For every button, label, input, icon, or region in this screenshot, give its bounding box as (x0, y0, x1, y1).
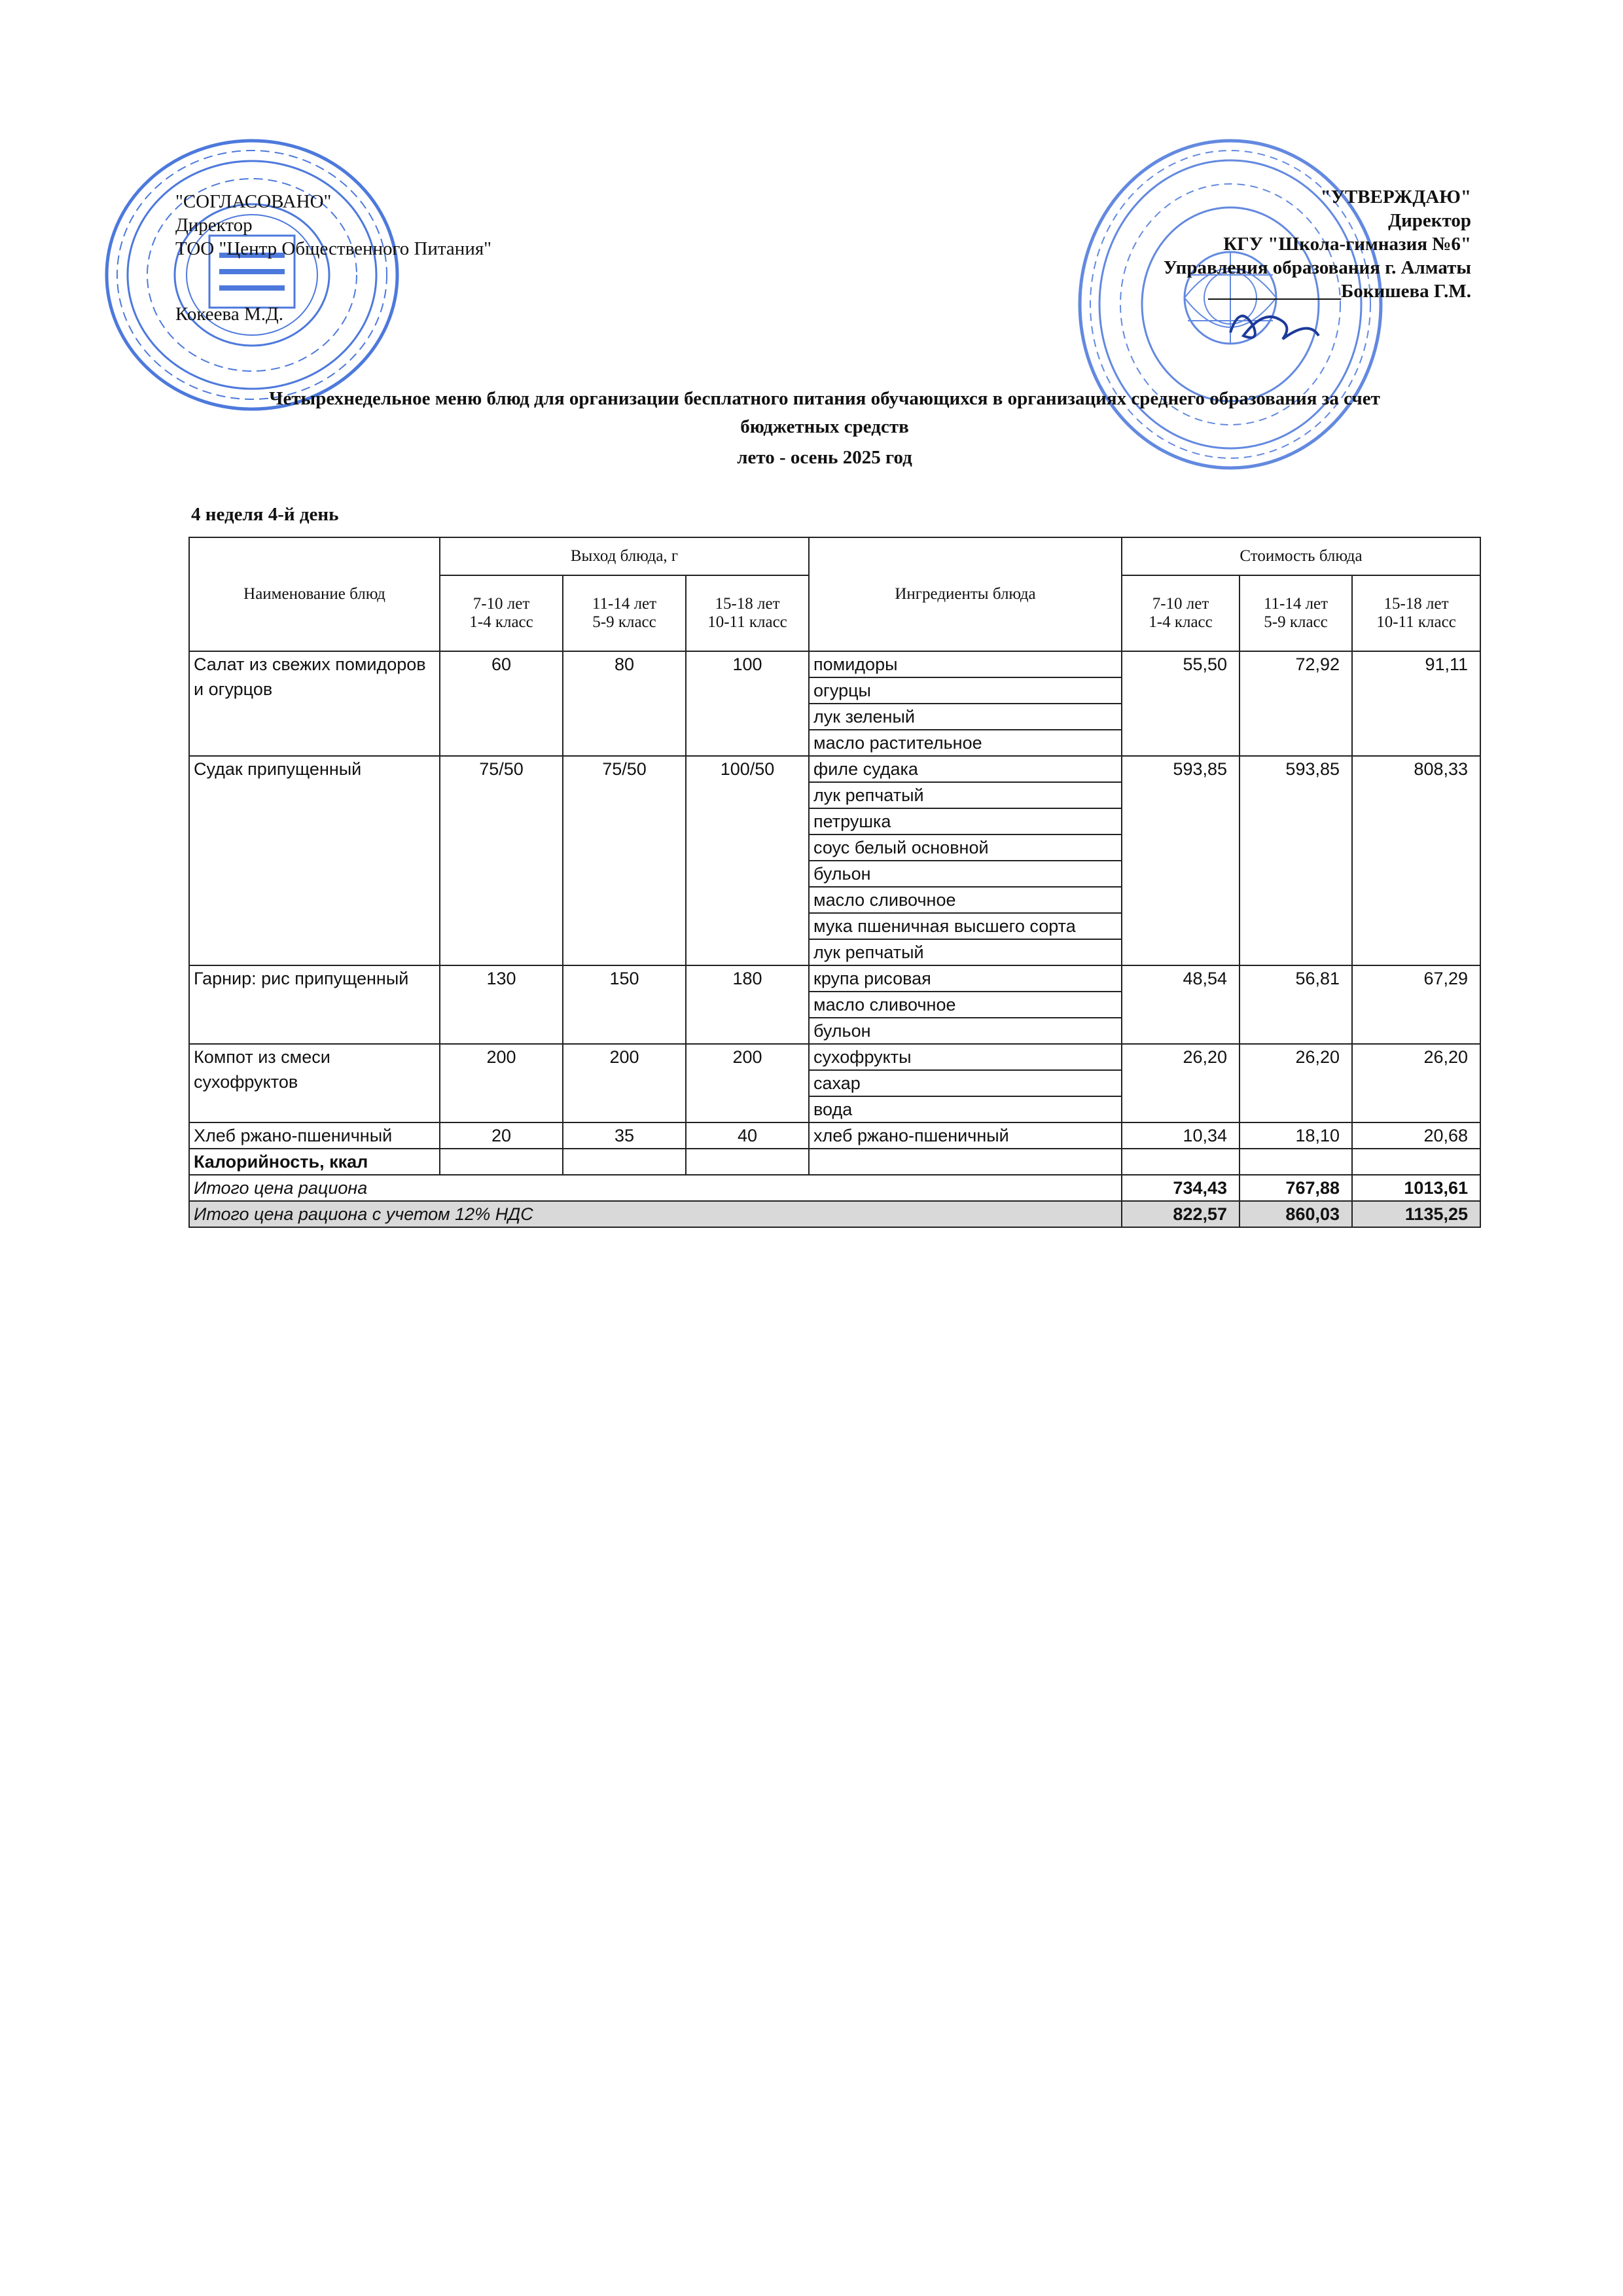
ingredient: масло растительное (809, 730, 1122, 756)
dish-cost: 26,20 (1122, 1044, 1240, 1122)
dish-row (189, 1044, 1480, 1070)
day-label: 4 неделя 4-й день (191, 504, 339, 525)
ingredient: масло сливочное (809, 887, 1122, 913)
dish-cost: 20,68 (1352, 1122, 1480, 1149)
dish-row (189, 965, 1480, 992)
ingredient: петрушка (809, 808, 1122, 834)
ingredient: бульон (809, 861, 1122, 887)
menu-table-totals (189, 1149, 1480, 1227)
dish-yield: 100 (686, 651, 809, 756)
calories-label: Калорийность, ккал (189, 1149, 440, 1175)
dish-name: Судак припущенный (189, 756, 440, 965)
dish-cost: 91,11 (1352, 651, 1480, 756)
dish-yield: 150 (563, 965, 686, 1044)
ingredient: лук репчатый (809, 939, 1122, 965)
approved-position: Директор (1388, 210, 1471, 231)
approval-block (1164, 185, 1471, 303)
header-ingredients: Ингредиенты блюда (809, 537, 1122, 651)
total-value-3: 1013,61 (1352, 1175, 1480, 1201)
dish-yield: 60 (440, 651, 563, 756)
dish-yield: 80 (563, 651, 686, 756)
ingredient: лук репчатый (809, 782, 1122, 808)
ingredient: огурцы (809, 677, 1122, 704)
agreed-organization: ТОО "Центр Общественного Питания" (175, 238, 492, 259)
total-vat-value-3: 1135,25 (1352, 1201, 1480, 1227)
title-line-1: Четырехнедельное меню блюд для организации бесплатного питания обучающихся в организациях среднего образования за счет (269, 388, 1380, 409)
agreement-block (175, 190, 491, 326)
dish-yield: 75/50 (563, 756, 686, 965)
dish-cost: 56,81 (1240, 965, 1352, 1044)
dish-cost: 67,29 (1352, 965, 1480, 1044)
dish-yield: 200 (686, 1044, 809, 1122)
header-cost-group-3: 15-18 лет 10-11 класс (1352, 575, 1480, 651)
dish-yield: 200 (563, 1044, 686, 1122)
ingredient: вода (809, 1096, 1122, 1122)
agreed-signatory: Кокеева М.Д. (175, 304, 284, 325)
header-cost: Стоимость блюда (1122, 537, 1480, 575)
ingredient: сухофрукты (809, 1044, 1122, 1070)
dish-row (189, 756, 1480, 782)
total-vat-value-1: 822,57 (1122, 1201, 1240, 1227)
header-yield-group-2: 11-14 лет 5-9 класс (563, 575, 686, 651)
menu-table-body (189, 651, 1480, 1149)
dish-yield: 20 (440, 1122, 563, 1149)
ingredient: хлеб ржано-пшеничный (809, 1122, 1122, 1149)
ingredient: масло сливочное (809, 992, 1122, 1018)
approved-label: "УТВЕРЖДАЮ" (1320, 187, 1471, 207)
ingredient: лук зеленый (809, 704, 1122, 730)
ingredient: филе судака (809, 756, 1122, 782)
dish-name: Салат из свежих помидоров и огурцов (189, 651, 440, 756)
header-dish-name: Наименование блюд (189, 537, 440, 651)
agreed-position: Директор (175, 215, 253, 236)
approved-signatory-name: Бокишева Г.М. (1341, 281, 1471, 302)
approved-department: Управления образования г. Алматы (1163, 257, 1471, 278)
ingredient: бульон (809, 1018, 1122, 1044)
ingredient: помидоры (809, 651, 1122, 677)
total-label: Итого цена рациона (189, 1175, 1122, 1201)
dish-cost: 72,92 (1240, 651, 1352, 756)
header-cost-group-2: 11-14 лет 5-9 класс (1240, 575, 1352, 651)
agreed-label: "СОГЛАСОВАНО" (175, 191, 332, 212)
dish-row (189, 651, 1480, 677)
ingredient: крупа рисовая (809, 965, 1122, 992)
season-subtitle: лето - осень 2025 год (737, 447, 912, 468)
dish-cost: 593,85 (1122, 756, 1240, 965)
dish-yield: 40 (686, 1122, 809, 1149)
dish-yield: 100/50 (686, 756, 809, 965)
dish-row (189, 1122, 1480, 1149)
dish-yield: 200 (440, 1044, 563, 1122)
header-cost-group-1: 7-10 лет 1-4 класс (1122, 575, 1240, 651)
dish-cost: 18,10 (1240, 1122, 1352, 1149)
document-title (183, 385, 1466, 441)
ingredient: сахар (809, 1070, 1122, 1096)
approved-signatory: ______________Бокишева Г.М. (1208, 281, 1471, 302)
menu-table (188, 537, 1481, 1228)
dish-cost: 55,50 (1122, 651, 1240, 756)
total-value-2: 767,88 (1240, 1175, 1352, 1201)
total-value-1: 734,43 (1122, 1175, 1240, 1201)
dish-yield: 130 (440, 965, 563, 1044)
dish-cost: 26,20 (1240, 1044, 1352, 1122)
header-yield-group-1: 7-10 лет 1-4 класс (440, 575, 563, 651)
header-yield-group-3: 15-18 лет 10-11 класс (686, 575, 809, 651)
approved-school: КГУ "Школа-гимназия №6" (1223, 234, 1471, 255)
dish-cost: 808,33 (1352, 756, 1480, 965)
dish-cost: 48,54 (1122, 965, 1240, 1044)
dish-name: Компот из смеси сухофруктов (189, 1044, 440, 1122)
dish-name: Гарнир: рис припущенный (189, 965, 440, 1044)
dish-cost: 593,85 (1240, 756, 1352, 965)
dish-cost: 10,34 (1122, 1122, 1240, 1149)
dish-cost: 26,20 (1352, 1044, 1480, 1122)
title-line-2: бюджетных средств (740, 416, 909, 437)
dish-yield: 75/50 (440, 756, 563, 965)
dish-name: Хлеб ржано-пшеничный (189, 1122, 440, 1149)
dish-yield: 35 (563, 1122, 686, 1149)
ingredient: мука пшеничная высшего сорта (809, 913, 1122, 939)
header-yield: Выход блюда, г (440, 537, 809, 575)
ingredient: соус белый основной (809, 834, 1122, 861)
dish-yield: 180 (686, 965, 809, 1044)
total-vat-value-2: 860,03 (1240, 1201, 1352, 1227)
total-vat-label: Итого цена рациона с учетом 12% НДС (189, 1201, 1122, 1227)
